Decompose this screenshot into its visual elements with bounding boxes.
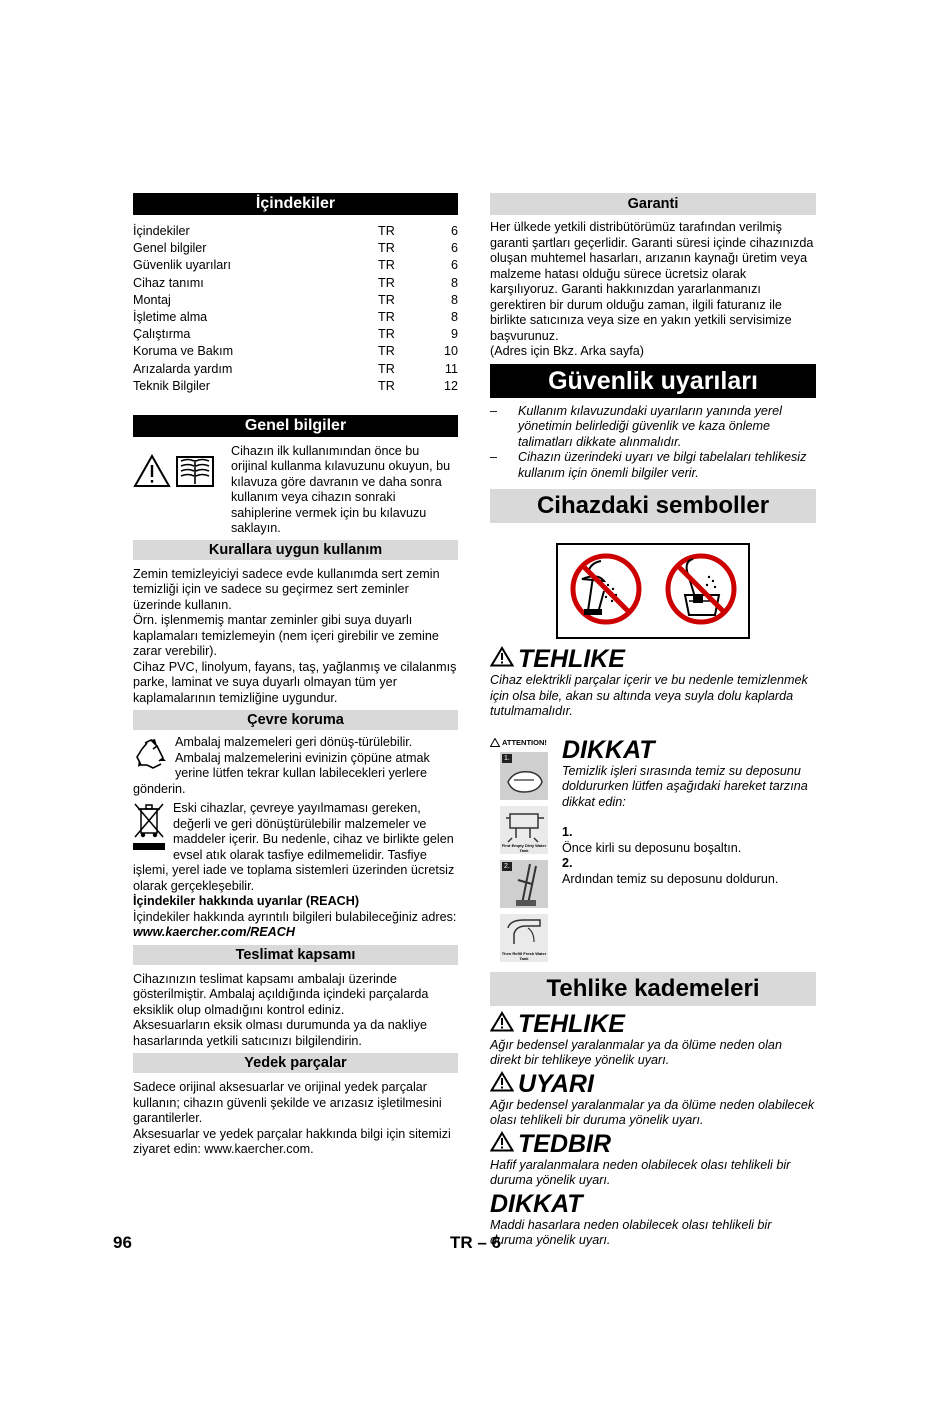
warning-triangle-icon — [133, 454, 171, 537]
pictogram-device — [500, 860, 548, 908]
toc-lang: TR — [378, 361, 395, 376]
crossed-bin-icon — [133, 801, 165, 856]
caution-pictograms — [490, 736, 552, 962]
toc-lang: TR — [378, 309, 395, 324]
paragraph: Aksesuarların eksik olması durumunda ya da nakliye hasarlarında yetkili satıcınızı bilgilendirin. — [133, 1018, 427, 1048]
weee-text: Eski cihazlar, çevreye yayılmaması gereken, değerli ve geri dönüştürülebilir malzemeler ve maddeler içerir. Bu nedenle, cihaz ve birlikte gelen evsel atık olarak tasfiye edilmemelidir. Tasfiye işlemi, yerel iade ve toplama sistemleri üzerinden ücretsiz olarak gerçekleşebilir. — [133, 801, 455, 893]
toc-row[interactable] — [133, 257, 458, 274]
pictogram-hand — [500, 752, 548, 800]
toc-list — [133, 223, 458, 395]
toc-page: 9 — [450, 327, 458, 342]
toc-title: İşletime alma — [133, 309, 208, 324]
recycle-block — [133, 735, 458, 797]
general-icons — [133, 444, 231, 537]
warning-triangle-icon — [490, 645, 514, 673]
prohibition-symbols — [556, 543, 750, 639]
pictogram-tank-fill — [500, 914, 548, 962]
pictogram-tank-empty — [500, 806, 548, 854]
right-column — [490, 193, 816, 1249]
hazard-level-heading — [490, 1010, 816, 1038]
toc-page: 8 — [450, 275, 458, 290]
toc-lang: TR — [378, 292, 395, 307]
caution-content — [562, 736, 816, 962]
step-text: Önce kirli su deposunu boşaltın. — [562, 840, 742, 855]
hazard-level-label: TEDBIR — [518, 1129, 612, 1158]
list-item-text: Cihazın üzerindeki uyarı ve bilgi tabelaları tehlikesiz kullanım için önemli bilgiler verir. — [518, 450, 807, 480]
general-block — [133, 444, 458, 537]
caution-label: DIKKAT — [562, 735, 655, 764]
toc-row[interactable] — [133, 292, 458, 309]
manual-book-icon — [175, 454, 215, 537]
toc-lang: TR — [378, 378, 395, 393]
toc-page: 11 — [444, 361, 458, 376]
danger-text: Cihaz elektrikli parçalar içerir ve bu nedenle temizlenmek için olsa bile, akan su altında veya suyla dolu kaplarda tutulmamalıdır. — [490, 673, 808, 718]
spares-heading: Yedek parçalar — [133, 1053, 458, 1073]
toc-row[interactable] — [133, 223, 458, 240]
caution-text: Temizlik işleri sırasında temiz su deposunu doldururken lütfen aşağıdaki hareket tarzına dikkat edin: — [562, 763, 808, 809]
hazard-level-text: Hafif yaralanmalara neden olabilecek olası tehlikeli bir duruma yönelik uyarı. — [490, 1157, 791, 1187]
toc-page: 8 — [450, 292, 458, 307]
hazard-level — [490, 1010, 816, 1069]
step-number: 2. — [562, 856, 573, 870]
toc-page: 10 — [443, 344, 458, 359]
environment-body — [133, 735, 458, 941]
toc-page: 12 — [443, 378, 458, 393]
warning-triangle-icon — [490, 1010, 514, 1038]
intended-use-body — [133, 567, 458, 707]
hazard-level-heading — [490, 1070, 816, 1098]
hazard-level-text: Maddi hasarlara neden olabilecek olası tehlikeli bir duruma yönelik uyarı. — [490, 1217, 772, 1247]
toc-row[interactable] — [133, 378, 458, 395]
warranty-text: Her ülkede yetkili distribütörümüz tarafından verilmiş garanti şartları geçerlidir. Garanti süresi içinde cihazınızda oluşan muhtemel hasarları, arızanın kaynağı üretim veya malzeme hatası olduğu sürece ücretsiz olarak karşılıyoruz. Garanti hakkınızdan yararlanmanızı gerektiren bir durum olduğu zaman, ilgili faturanız ile birlikte satıcınıza veya size en yakın yetkili servisimize başvurunuz. — [490, 220, 814, 343]
pic-caption: First Empty Dirty Water Tank — [501, 842, 547, 853]
safety-list — [490, 404, 816, 482]
paragraph: Sadece orijinal aksesuarlar ve orijinal yedek parçalar kullanın; cihazın güvenli şekilde ve arızasız işletilmesini garantilerler. — [133, 1080, 442, 1126]
toc-row[interactable] — [133, 275, 458, 292]
attention-badge — [490, 736, 552, 750]
toc-page: 8 — [450, 309, 458, 324]
no-bucket-icon — [663, 551, 739, 632]
toc-title: Koruma ve Bakım — [133, 344, 234, 359]
general-heading: Genel bilgiler — [133, 415, 458, 437]
safety-heading: Güvenlik uyarıları — [490, 364, 816, 398]
spares-body — [133, 1080, 458, 1158]
toc-page: 6 — [450, 258, 458, 273]
paragraph: Cihaz PVC, linolyum, fayans, taş, yağlanmış ve cilalanmış parke, laminat ve suya duyarlı olmayan tüm yer kaplamalarının temizliğine uygundur. — [133, 659, 457, 705]
bullet-dash: – — [490, 403, 498, 418]
warranty-heading: Garanti — [490, 193, 816, 215]
toc-row[interactable] — [133, 343, 458, 360]
reach-title: İçindekiler hakkında uyarılar (REACH) — [133, 894, 360, 909]
toc-title: Genel bilgiler — [133, 241, 207, 256]
paragraph: Örn. işlenmemiş mantar zeminler gibi suya duyarlı kaplamaları temizlemeyin (nem içeri girebilir ve zemine zarar verebilir). — [133, 613, 439, 659]
toc-title: Çalıştırma — [133, 327, 191, 342]
environment-heading: Çevre koruma — [133, 710, 458, 730]
warning-triangle-icon — [490, 1130, 514, 1158]
recycle-text: Ambalaj malzemeleri geri dönüş-türülebilir. Ambalaj malzemelerini evinizin çöpüne atmak yerine lütfen tekrar kullan labilecekleri yerlere gönderin. — [133, 735, 430, 796]
paragraph: Cihazınızın teslimat kapsamı ambalajı üzerinde gösterilmiştir. Ambalaj açıldığında içindeki parçalarda eksiklik olup olmadığını kontrol ediniz. — [133, 971, 429, 1017]
hazard-level — [490, 1130, 816, 1189]
list-item — [490, 450, 816, 481]
toc-lang: TR — [378, 224, 395, 238]
toc-lang: TR — [378, 275, 395, 290]
toc-row[interactable] — [133, 240, 458, 257]
bullet-dash: – — [490, 450, 498, 464]
recycle-icon — [133, 737, 169, 778]
toc-page: 6 — [450, 241, 458, 256]
toc-lang: TR — [378, 258, 395, 273]
paragraph: Zemin temizleyiciyi sadece evde kullanımda sert zemin temizliği için ve sadece su geçirmez sert zeminler üzerinde kullanın. — [133, 566, 440, 612]
toc-title: Teknik Bilgiler — [133, 378, 210, 393]
hazard-level-label: UYARI — [518, 1069, 594, 1098]
toc-title: Cihaz tanımı — [133, 275, 204, 290]
step-number-badge: 2. — [504, 862, 510, 870]
toc-page: 6 — [450, 224, 458, 238]
hazard-level — [490, 1190, 816, 1249]
hazard-levels-heading: Tehlike kademeleri — [490, 972, 816, 1006]
symbols-heading: Cihazdaki semboller — [490, 489, 816, 523]
toc-lang: TR — [378, 344, 395, 359]
step-number: 1. — [562, 825, 573, 839]
warranty-address: (Adres için Bkz. Arka sayfa) — [490, 344, 644, 358]
toc-lang: TR — [378, 327, 395, 342]
hazard-level-heading — [490, 1130, 816, 1158]
toc-title: İçindekiler — [133, 224, 190, 238]
hazard-level-heading — [490, 1190, 816, 1218]
warranty-body — [490, 220, 816, 360]
danger-heading — [490, 645, 816, 673]
attention-text: ATTENTION! — [502, 737, 547, 747]
list-item-text: Kullanım kılavuzundaki uyarıların yanında yerel yönetimin belirlediği güvenlik ve kaza önleme talimatları dikkate alınmalıdır. — [518, 403, 782, 449]
hazard-level-text: Ağır bedensel yaralanmalar ya da ölüme neden olabilecek olası tehlikeli bir duruma yönelik uyarı. — [490, 1097, 815, 1127]
toc-lang: TR — [378, 241, 395, 256]
intended-use-heading: Kurallara uygun kullanım — [133, 540, 458, 560]
toc-heading: İçindekiler — [133, 193, 458, 215]
hazard-level-text: Ağır bedensel yaralanmalar ya da ölüme neden olan direkt bir tehlikeye yönelik uyarı. — [490, 1037, 782, 1067]
pic-caption: Then Refill Fresh Water Tank — [501, 950, 547, 961]
caution-heading — [562, 736, 816, 764]
step-number-badge: 1. — [504, 754, 510, 762]
caution-block — [490, 736, 816, 962]
no-shower-icon — [568, 551, 644, 632]
hazard-level-label: TEHLIKE — [518, 1009, 625, 1038]
toc-row[interactable] — [133, 309, 458, 326]
hazard-level-label: DIKKAT — [490, 1189, 583, 1218]
delivery-body — [133, 972, 458, 1050]
hazard-levels — [490, 1010, 816, 1249]
danger-label: TEHLIKE — [518, 645, 625, 673]
toc-row[interactable] — [133, 326, 458, 343]
paragraph: Aksesuarlar ve yedek parçalar hakkında bilgi için sitemizi ziyaret edin: www.kaercher.com. — [133, 1126, 451, 1157]
steps — [562, 825, 816, 887]
step-text: Ardından temiz su deposunu doldurun. — [562, 871, 779, 886]
page-number: 96 — [113, 1233, 132, 1252]
toc-title: Montaj — [133, 292, 171, 307]
reach-link[interactable]: www.kaercher.com/REACH — [133, 925, 295, 940]
reach-text: İçindekiler hakkında ayrıntılı bilgileri bulabileceğiniz adres: — [133, 909, 457, 924]
section-page-label: TR – 6 — [450, 1233, 502, 1252]
toc-title: Güvenlik uyarıları — [133, 258, 231, 273]
general-text: Cihazın ilk kullanımından önce bu orijinal kullanma kılavuzunu okuyun, bu kılavuza göre davranın ve daha sonra kullanım veya cihazın sonraki sahiplerine vermek için bu kılavuzu saklayın. — [231, 443, 451, 536]
toc-row[interactable] — [133, 361, 458, 378]
delivery-heading: Teslimat kapsamı — [133, 945, 458, 965]
hazard-level — [490, 1070, 816, 1129]
list-item — [490, 404, 816, 451]
left-column — [133, 193, 458, 1158]
toc-title: Arızalarda yardım — [133, 361, 233, 376]
warning-triangle-icon — [490, 1070, 514, 1098]
weee-block — [133, 801, 458, 894]
